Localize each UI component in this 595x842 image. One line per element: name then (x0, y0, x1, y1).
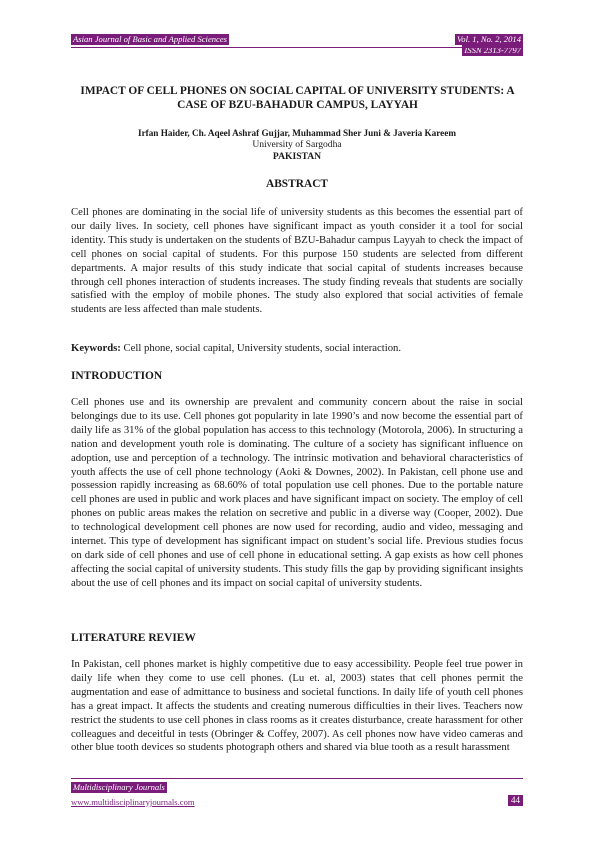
header-journal-name: Asian Journal of Basic and Applied Sciences (73, 34, 228, 44)
author-affiliation: University of Sargodha (252, 139, 342, 150)
header-issn: ISSN 2313-7797 (464, 45, 521, 55)
introduction-text: Cell phones use and its ownership are prevalent and community concern about the raise in social belongings due to its use. Cell phones got popularity in late 1990’s and now become the essential part of daily life as 31% of the global population has access to this technology (Motorola, 2006). In structuring a nation and development youth role is dominating. The culture of a society has significant influence on adoption, use and perception of a technology. The intrinsic motivation and behavioral characteristics of youth affects the use of cell phone technology (Aoki & Downes, 2002). In Pakistan, cell phone use and possession rapidly increasing as 68.60% of total population use cell phones. Due to the portable nature cell phones are used in public and work places and have significant impact on society. The employ of cell phones on public areas makes the relation on secretive and public in a diverse way (Cooper, 2002). Due to technological development cell phones are now used for recording, audio and video, messaging and internet. This type of development has significant impact on student’s social life. Previous studies focus on dark side of cell phones and use of cell phone in educational setting. A gap exists as how cell phones affecting the social capital of university students. This study fills the gap by providing significant insights about the use of cell phones and its impact on social capital of university students. (71, 396, 523, 589)
header-rule (71, 47, 523, 48)
author-names: Irfan Haider, Ch. Aqeel Ashraf Gujjar, Muhammad Sher Juni & Javeria Kareem (138, 128, 456, 138)
literature-review-heading: LITERATURE REVIEW (71, 632, 196, 644)
author-block (71, 127, 523, 163)
keywords (71, 342, 523, 356)
paper-title: IMPACT OF CELL PHONES ON SOCIAL CAPITAL OF UNIVERSITY STUDENTS: A CASE OF BZU-BAHADUR CAMPUS, LAYYAH (80, 85, 515, 111)
author-country: PAKISTAN (272, 151, 322, 162)
header-volume: Vol. 1, No. 2, 2014 (457, 34, 521, 44)
keywords-label: Keywords: (71, 342, 121, 354)
page-number: 44 (508, 795, 523, 806)
footer-journal-name: Multidisciplinary Journals (73, 782, 165, 792)
literature-review-text: In Pakistan, cell phones market is highly competitive due to easy accessibility. People feel true power in daily life when they come to use cell phones. (Lu et. al, 2003) states that cell phones permit the augmentation and ease of admittance to business and societal functions. In daily life of youth cell phones has a great impact. It affects the students and creating numerous difficulties in their lives. Teachers now restrict the students to use cell phones in class rooms as it creates disturbance, create harassment for other colleagues and deceitful in tests (Obringer & Coffey, 2007). As cell phones now have video cameras and other blue tooth devices so students photograph others and shared via blue tooth as a result harassment (71, 658, 523, 754)
keywords-text: Cell phone, social capital, University students, social interaction. (120, 342, 402, 354)
abstract-heading: ABSTRACT (265, 178, 329, 190)
page-footer (71, 782, 523, 812)
header-volume-info (455, 34, 523, 56)
introduction-heading: INTRODUCTION (71, 370, 163, 382)
page-header (71, 34, 523, 58)
footer-rule (71, 778, 523, 779)
abstract-text: Cell phones are dominating in the social life of university students as this becomes the essential part of our daily lives. In society, cell phones have significant impact as youth consider it a tool for social identity. This study is undertaken on the students of BZU-Bahadur campus Layyah to check the impact of cell phones on social capital of students. For this purpose 150 students are selected from different departments. A major results of this study indicate that social capital of students increases because through cell phones interaction of students increases. The study finding reveals that students are socially satisfied with the employ of mobile phones. The study also explored that social activities of female students are less affected than male students. (71, 206, 523, 316)
footer-journal-link[interactable]: www.multidisciplinaryjournals.com (71, 797, 195, 807)
